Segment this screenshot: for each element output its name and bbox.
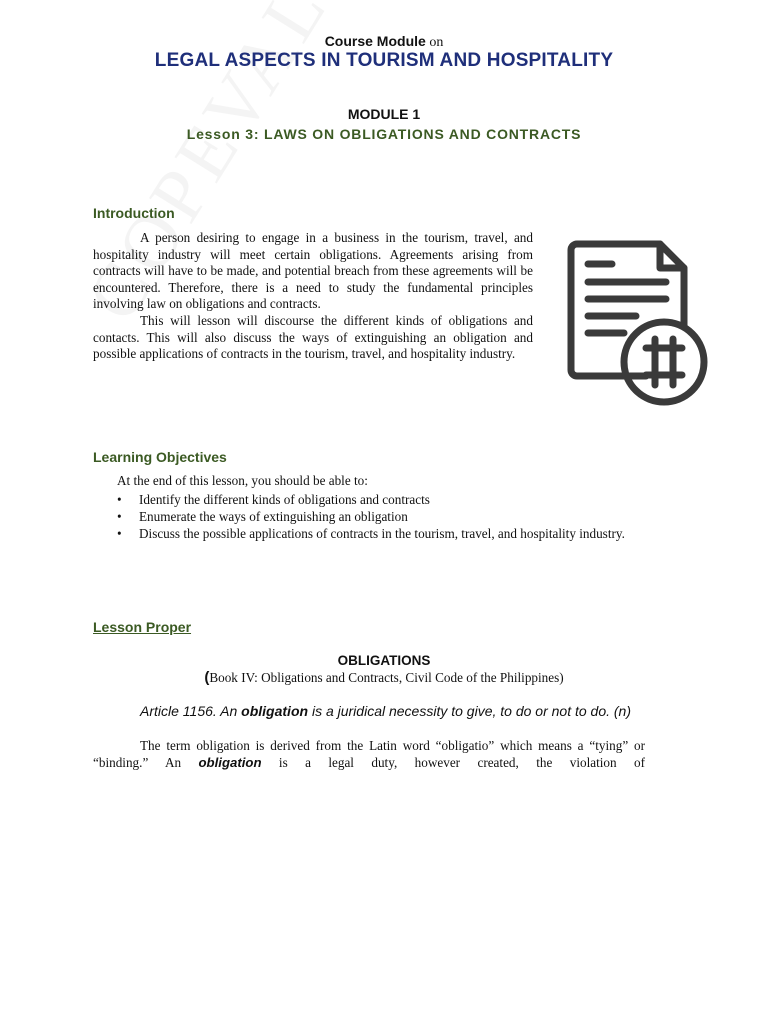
lesson-proper-heading: Lesson Proper bbox=[93, 619, 192, 635]
term-definition bbox=[93, 737, 645, 771]
introduction-heading: Introduction bbox=[93, 205, 175, 221]
objective-text: Enumerate the ways of extinguishing an obligation bbox=[139, 509, 408, 524]
bullet-icon: • bbox=[117, 509, 122, 524]
introduction-body bbox=[93, 230, 533, 363]
article-bold-term: obligation bbox=[241, 703, 309, 719]
article-suffix: is a juridical necessity to give, to do or not to do. (n) bbox=[308, 703, 631, 719]
list-item bbox=[117, 491, 662, 508]
course-module-line bbox=[0, 33, 768, 51]
list-item bbox=[117, 525, 662, 542]
obligations-source bbox=[0, 669, 768, 686]
article-1156 bbox=[93, 702, 678, 720]
learning-objectives-heading: Learning Objectives bbox=[93, 449, 227, 465]
course-title: LEGAL ASPECTS IN TOURISM AND HOSPITALITY bbox=[154, 50, 614, 71]
introduction-paragraph-1: A person desiring to engage in a business in the tourism, travel, and hospitality industry will meet certain obligations. Agreements arising from contracts will have to be made, and potential breach from these agreements will be encountered. Therefore, there is a need to study the fundamental principles involving law on obligations and contracts. bbox=[93, 230, 533, 312]
course-module-on: on bbox=[429, 35, 444, 50]
objective-text: Discuss the possible applications of contracts in the tourism, travel, and hospitality industry. bbox=[139, 526, 625, 541]
list-item bbox=[117, 508, 662, 525]
objectives-intro: At the end of this lesson, you should be able to: bbox=[117, 473, 368, 488]
module-number: MODULE 1 bbox=[347, 106, 421, 122]
document-globe-icon bbox=[560, 236, 712, 408]
introduction-paragraph-2: This will lesson will discourse the different kinds of obligations and contacts. This will also discuss the ways of extinguishing an obligation and possible applications of contracts in the tourism, travel, and hospitality industry. bbox=[93, 312, 533, 362]
source-text: Book IV: Obligations and Contracts, Civil Code of the Philippines) bbox=[209, 670, 564, 685]
term-bold: obligation bbox=[198, 755, 262, 770]
bullet-icon: • bbox=[117, 492, 122, 507]
objective-text: Identify the different kinds of obligations and contracts bbox=[139, 492, 430, 507]
obligations-title: OBLIGATIONS bbox=[337, 653, 431, 668]
source-open-paren: ( bbox=[204, 669, 210, 686]
bullet-icon: • bbox=[117, 526, 122, 541]
term-prefix: The term obligation is derived from the Latin word “obligatio” which means a “tying” or “binding.” An bbox=[93, 738, 645, 770]
term-suffix: is a legal duty, however created, the violation of bbox=[261, 755, 645, 770]
course-module-label: Course Module bbox=[324, 33, 426, 49]
article-prefix: Article 1156. An bbox=[140, 703, 242, 719]
lesson-title: Lesson 3: LAWS ON OBLIGATIONS AND CONTRACTS bbox=[186, 126, 582, 142]
objectives-list bbox=[117, 491, 662, 542]
